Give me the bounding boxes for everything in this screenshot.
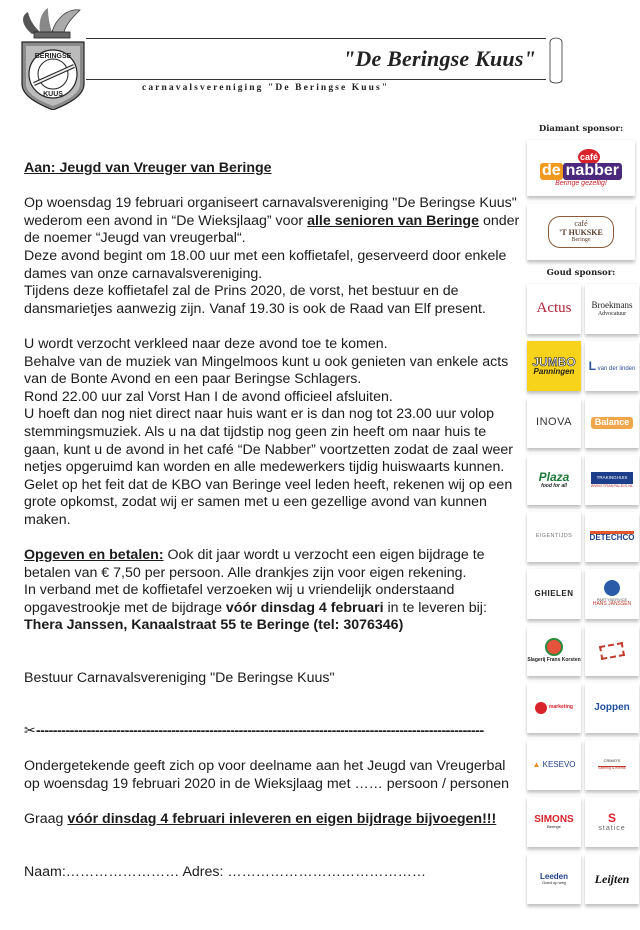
letter-body: Aan: Jeugd van Vreuger van Beringe Op woensdag 19 februari organiseert carnavalsvereniging "De Beringse Kuus" wederom een avond in “De Wieksjlaag” voor alle senioren van Beringe onder de noemer “Jeugd van vreugerbal“. Deze avond begint om 18.00 uur met een koffietafel, geserveerd door enkele dames van onze carnavalsvereniging. Tijdens deze koffietafel zal de Prins 2020, de vorst, het bestuur en de dansmarietjes aanwezig zijn. Vanaf 19.30 is ook de Raad van Elf present. U wordt verzocht verkleed naar deze avond toe te komen. Behalve van de muziek van Mingelmoos kunt u ook genieten van enkele acts van de Bonte Avond en een paar Beringse Schlagers. Rond 22.00 uur zal Vorst Han I de avond officieel afsluiten. U hoeft dan nog niet direct naar huis want er is dan nog tot 23.00 uur volop stemmingsmuziek. Als u na dat tijdstip nog geen zin heeft om naar huis te gaan, kunt u de avond in het café “De Nabber” voortzetten zodat de zaal weer netjes opgeruimd kan worden en alle medewerkers tijdig huiswaarts kunnen. Gelet op het feit dat de KBO van Beringe veel leden heeft, rekenen wij op een grote opkomst, zodat wij er samen met u een gezellige avond van kunnen maken. Opgeven en betalen: Ook dit jaar wordt u verzocht een eigen bijdrage te betalen van € 7,50 per persoon. Alle drankjes zijn voor eigen rekening. In verband met de koffietafel verzoeken wij u vriendelijk onderstaand opgavestrookje met de bijdrage vóór dinsdag 4 februari in te leveren bij: Thera Janssen, Kanaalstraat 55 te Beringe (tel: 3076346) Bestuur Carnavalsvereniging "De Beringse Kuus" ✂ ---------------------------------------------------------------------------------------------------------- Ondergetekende geeft zich op voor deelname aan het Jeugd van Vreugerbal op woensdag 19 februari 2020 in de Wieksjlaag met …… persoon / personen Graag vóór dinsdag 4 februari inleveren en eigen bijdrage bijvoegen!!! Naam:…………………… Adres: …………………………………… xyxy=(24,160,524,881)
sponsor-simons: SIMONS Beringe xyxy=(527,797,581,847)
signature: Bestuur Carnavalsvereniging "De Beringse Kuus" xyxy=(24,670,335,687)
name-address-fields[interactable]: Naam:…………………… Adres: …………………………………… xyxy=(24,863,427,880)
svg-text:KUUS: KUUS xyxy=(43,91,63,98)
sponsor-crimos: CRIMO'S catering & events xyxy=(585,740,639,790)
dress-code-text: U wordt verzocht verkleed naar deze avond toe te komen. xyxy=(24,335,388,352)
registration-heading: Opgeven en betalen: xyxy=(24,547,164,564)
sponsor-broekmans: Broekmans Advocatuur xyxy=(585,284,639,334)
scissors-icon: ✂ xyxy=(24,723,36,739)
sponsor-trakinghuis: TRAKINGHUIS WWW.TRAKPALEIS.NL xyxy=(585,455,639,505)
sponsor-actus: Actus xyxy=(527,284,581,334)
header-title: "De Beringse Kuus" xyxy=(342,46,536,71)
sponsor-van-der-linden: L van der linden xyxy=(585,341,639,391)
music-text: Behalve van de muziek van Mingelmoos kunt u ook genieten van enkele acts van de Bonte Avond en een paar Beringse Schlagers. xyxy=(24,353,509,388)
closing-time-text: Rond 22.00 uur zal Vorst Han I de avond officieel afsluiten. xyxy=(24,388,393,405)
cut-line: ✂ ---------------------------------------------------------------------------------------------------------- xyxy=(24,723,484,739)
scroll-icon xyxy=(546,36,566,86)
sponsor-marketing: marketing xyxy=(527,683,581,733)
header-banner xyxy=(86,38,546,80)
sponsor-eigentijds: EIGENTIJDS xyxy=(527,512,581,562)
sponsor-hans-janssen: PARTYSERVICE HANS JANSSEN xyxy=(585,569,639,619)
sponsor-leijten: Leijten xyxy=(585,854,639,904)
sponsor-plaza: Plaza food for all xyxy=(527,455,581,505)
sponsor-sidebar xyxy=(525,120,637,904)
prince-text: Tijdens deze koffietafel zal de Prins 2020, de vorst, het bestuur en de dansmarietjes aanwezig zijn. Vanaf 19.30 is ook de Raad van Elf present. xyxy=(24,283,486,317)
sponsor-detechco: DETECHCO xyxy=(585,512,639,562)
diamant-sponsor-label: Diamant sponsor: xyxy=(538,124,624,134)
sponsor-cafe-de-nabber: café de nabber Beringe gezellig! xyxy=(527,140,635,196)
after-party-text: U hoeft dan nog niet direct naar huis want er is dan nog tot 23.00 uur volop stemmingsmuziek. Als u na dat tijdstip nog geen zin heeft om naar huis te gaan, kunt u de avond in het café “De Nabber” voortzetten zodat de zaal weer netjes opgeruimd kan worden en alle medewerkers tijdig huiswaarts kunnen. Gelet op het feit dat de KBO van Beringe veel leden heeft, rekenen wij op een grote opkomst, zodat wij er samen met u een gezellige avond van kunnen maken. xyxy=(24,406,513,528)
sponsor-statice: S statice xyxy=(585,797,639,847)
deadline-reminder: Graag vóór dinsdag 4 februari inleveren en eigen bijdrage bijvoegen!!! xyxy=(24,810,497,827)
goud-sponsor-grid xyxy=(525,284,637,904)
sponsor-hollandse-zaak xyxy=(585,626,639,676)
audience-highlight: alle senioren van Beringe xyxy=(307,212,479,229)
signup-text: Ondergetekende geeft zich op voor deelname aan het Jeugd van Vreugerbal op woensdag 19 februari 2020 in de Wieksjlaag met …… persoon / personen xyxy=(24,758,510,792)
sponsor-ghielen: GHIELEN xyxy=(527,569,581,619)
sponsor-jumbo: JUMBO Panningen xyxy=(527,341,581,391)
sponsor-balance: Balance xyxy=(585,398,639,448)
sponsor-cafe-t-hukske: café 'T HUKSKE Beringe xyxy=(527,204,635,260)
beringse-kuus-logo xyxy=(18,4,88,110)
coffee-table-text: Deze avond begint om 18.00 uur met een koffietafel, geserveerd door enkele dames van onze carnavalsvereniging. xyxy=(24,247,507,282)
contact-address: Thera Janssen, Kanaalstraat 55 te Beringe (tel: 3076346) xyxy=(24,617,404,634)
sponsor-leeden: Leeden Goed op weg xyxy=(527,854,581,904)
intro-paragraph: Op woensdag 19 februari organiseert carnavalsvereniging "De Beringse Kuus" wederom een avond in “De Wieksjlaag” voor alle senioren van Beringe onder de noemer “Jeugd van vreugerbal“. xyxy=(24,195,520,247)
sponsor-kesevo: ▲ KESEVO xyxy=(527,740,581,790)
sponsor-joppen: Joppen xyxy=(585,683,639,733)
sponsor-slagerij-frans-korsten: Slagerij Frans Korsten xyxy=(527,626,581,676)
goud-sponsor-label: Goud sponsor: xyxy=(546,268,616,278)
header-subtitle: carnavalsvereniging "De Beringse Kuus" xyxy=(142,83,390,93)
deadline-highlight: vóór dinsdag 4 februari xyxy=(225,599,384,616)
sponsor-inova: INOVA xyxy=(527,398,581,448)
registration-paragraph: Opgeven en betalen: Ook dit jaar wordt u verzocht een eigen bijdrage te betalen van € 7,50 per persoon. Alle drankjes zijn voor eigen rekening. xyxy=(24,547,485,581)
svg-text:BERINGSE: BERINGSE xyxy=(34,53,72,60)
letter-heading: Aan: Jeugd van Vreuger van Beringe xyxy=(24,160,272,176)
